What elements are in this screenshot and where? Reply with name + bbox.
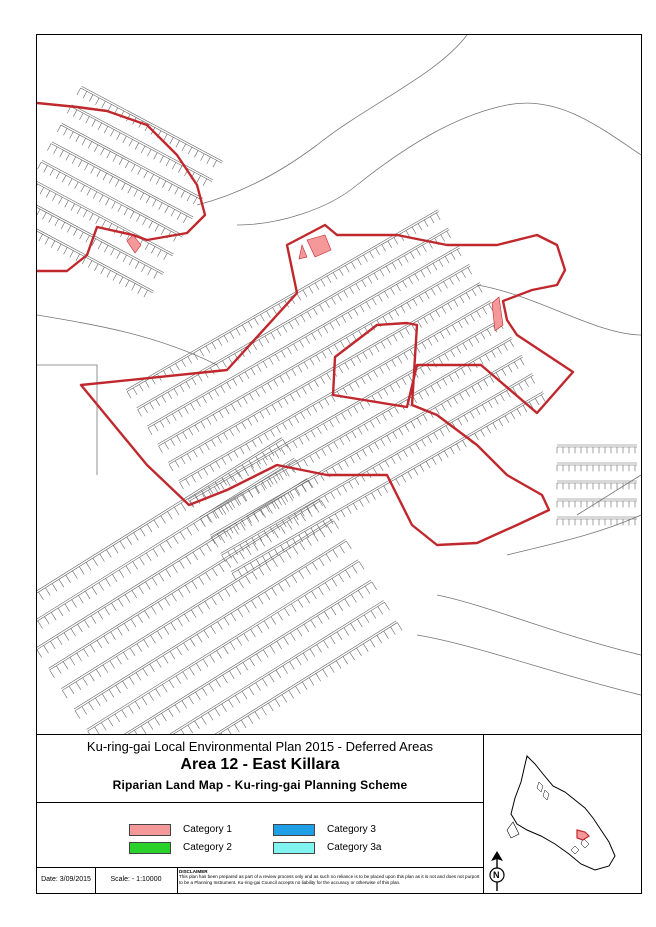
disclaimer-title: DISCLAIMER	[179, 869, 208, 874]
area-title: Area 12 - East Killara	[180, 756, 340, 773]
legend-label: Category 3a	[327, 842, 382, 853]
footer	[37, 867, 484, 893]
legend-item-category-3	[273, 823, 376, 836]
disclaimer-text: This plan has been prepared as part of a review process only and as such no reliance is to be placed upon this plan as it is not and does not purport to be a Planning Instrument. Ku-ring-gai Council accepts no liability for the accuracy or otherwise of this plan.	[179, 874, 480, 885]
legend-item-category-1	[129, 823, 232, 836]
info-panel	[37, 734, 641, 893]
plan-title: Ku-ring-gai Local Environmental Plan 2015 - Deferred Areas	[86, 739, 434, 754]
legend-item-category-3a	[273, 841, 381, 854]
title-block	[37, 734, 484, 803]
legend-label: Category 1	[183, 824, 232, 835]
legend-swatch	[273, 842, 315, 854]
council-boundary-shape	[511, 756, 615, 870]
date-text: Date: 3/09/2015	[37, 867, 96, 893]
creek-lines	[37, 35, 641, 695]
riparian-map	[37, 35, 641, 734]
legend	[37, 802, 484, 868]
legend-label: Category 2	[183, 842, 232, 853]
scale-text: Scale: - 1:10000	[95, 867, 178, 893]
map-type-title: Riparian Land Map - Ku-ring-gai Planning Scheme	[112, 778, 408, 792]
north-letter: N	[493, 870, 500, 880]
legend-item-category-2	[129, 841, 232, 854]
legend-swatch	[129, 842, 171, 854]
map-area	[37, 35, 641, 735]
north-arrow	[484, 849, 510, 893]
legend-label: Category 3	[327, 824, 376, 835]
disclaimer	[179, 869, 481, 891]
deferred-area-boundary	[37, 103, 573, 545]
legend-swatch	[129, 824, 171, 836]
legend-swatch	[273, 824, 315, 836]
residential-grid-southwest	[37, 438, 402, 734]
map-sheet	[36, 34, 642, 894]
